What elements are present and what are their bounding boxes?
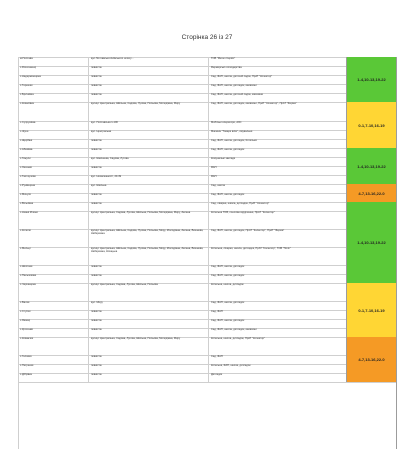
- settlement-cell: с.Лесенки: [20, 166, 32, 169]
- objects-cell: Комунальні заклади: [208, 157, 349, 166]
- objects-cell: Котельня, лікарня, школа, дитсадок, ПрАТ "Колектор", ТОВ "Поліг": [208, 247, 349, 265]
- objects-cell: ФАП: [208, 166, 349, 175]
- schedule-block: 1-4,10-13,19-22: [346, 202, 396, 283]
- objects-cell: Котельня ТОВ, поштове відділення, ПрАТ "Колектор": [208, 211, 349, 229]
- objects-cell: Котельня, школа, дитсадок: [208, 283, 349, 301]
- settlement-cell: с.Мильці: [20, 247, 31, 250]
- objects-cell: Сад, ФАП, школа, дитсадок: [208, 148, 349, 157]
- settlement-cell: с.Валки: [20, 301, 30, 304]
- objects-cell: Сад, ФАП, школа, дитсадок, Котельня: [208, 139, 349, 148]
- streets-cell: повністю: [88, 93, 211, 102]
- streets-cell: повністю: [88, 148, 211, 157]
- objects-cell: Сад, ФАП, школа, дитсадок: [208, 265, 349, 274]
- table-row: [18, 247, 396, 266]
- objects-cell: Сад, ФАП, школа, дитячий садок, магазини: [208, 93, 349, 102]
- settlement-cell: с.Черкащина: [20, 283, 36, 286]
- objects-cell: Сад, ФАП, школа, дитсадок: [208, 301, 349, 310]
- schedule-block: 0-1,7-10,16-19: [346, 283, 396, 337]
- schedule-block: 4-7,13-16,22-0: [346, 337, 396, 382]
- settlement-cell: с.Головач: [20, 355, 32, 358]
- settlement-cell: с.Абазівка: [20, 148, 33, 151]
- settlement-cell: с.Петренки: [20, 364, 34, 367]
- settlement-cell: с.Тахтаулове: [20, 175, 36, 178]
- objects-cell: Котельня, школа, дитсадок, ПрАТ "Колектор": [208, 337, 349, 355]
- settlement-cell: с.Мачухи: [20, 193, 31, 196]
- streets-cell: повністю: [88, 364, 211, 373]
- objects-cell: Магазин "Товари всім", лікувальня: [208, 130, 349, 139]
- settlement-cell: с.Жуки: [20, 130, 29, 133]
- streets-cell: повністю: [88, 66, 211, 75]
- streets-cell: вул. Шевченка, Садова, Лугова: [88, 157, 211, 166]
- objects-cell: ФАП: [208, 175, 349, 184]
- settlement-cell: с.Пальчикове: [20, 274, 37, 277]
- streets-cell: повністю: [88, 75, 211, 84]
- schedule-block: 0-1,7-10,16-19: [346, 102, 396, 148]
- table-row: [18, 102, 396, 122]
- streets-cell: повністю: [88, 193, 211, 202]
- objects-cell: Сад, ФАП: [208, 355, 349, 364]
- settlement-cell: с.Супрунівка: [20, 121, 36, 124]
- streets-cell: вул. Шкільна: [88, 184, 211, 193]
- settlement-cell: с.Шостаки: [20, 265, 33, 268]
- streets-cell: повністю: [88, 166, 211, 175]
- objects-cell: Сад, ФАП, школа, дитсадок, магазини: [208, 328, 349, 337]
- settlement-cell: с.Розсошенці: [20, 66, 36, 69]
- table-row: [18, 373, 396, 383]
- page-number: Сторінка 26 із 27: [181, 34, 233, 41]
- streets-cell: вулиці: Центральна, Садова, Лугова, Шкільна, Польова, Молодіжна, Миру: [88, 337, 211, 355]
- streets-cell: повністю: [88, 84, 211, 93]
- settlement-cell: с.Кованчик: [20, 337, 34, 340]
- streets-cell: вулиці: Центральна, Шкільна, Садова, Лугова, Польова, Миру, Молодіжна, Зелена, Вишнева, Набережна, Козацька: [88, 247, 211, 265]
- streets-cell: повністю: [88, 328, 211, 337]
- table-row: [18, 283, 396, 302]
- streets-cell: повністю: [88, 310, 211, 319]
- streets-cell: повністю: [88, 274, 211, 283]
- objects-cell: Сад, лікарня, школа, дитсадок, ПрАТ "Колектор": [208, 202, 349, 211]
- table-right-border: [396, 57, 397, 449]
- objects-cell: Котельня, ФАП, школа, дитсадок: [208, 364, 349, 373]
- objects-cell: Мобільні оператори, АЗС: [208, 121, 349, 130]
- streets-cell: повністю: [88, 202, 211, 211]
- settlement-cell: с.Нижні Млини: [20, 211, 38, 214]
- streets-cell: повністю: [88, 139, 211, 148]
- objects-cell: ТОВ "Метал Сервіс": [208, 57, 349, 66]
- objects-cell: Сад, ФАП, школа, дитячий садок, ПрАТ "Колектор": [208, 75, 349, 84]
- streets-cell: вул.Полтавсько-Київського шляху…: [88, 57, 211, 66]
- settlement-cell: с.Гожули: [20, 157, 31, 160]
- objects-cell: Фермерські господарства: [208, 66, 349, 75]
- objects-cell: Сад, ФАП, школа, дитсадок: [208, 274, 349, 283]
- objects-cell: Сад, ФАП, школа, дитсадок: [208, 193, 349, 202]
- streets-cell: повністю: [88, 355, 211, 364]
- settlement-cell: с.Ступки: [20, 310, 31, 313]
- settlement-cell: с.Кротенки: [20, 328, 33, 331]
- streets-cell: повністю: [88, 319, 211, 328]
- table-row: [18, 337, 396, 356]
- objects-cell: Сад, ФАП, школа, дитсадок, магазини, ПрАТ "Колектор", ПрАТ "Ферма": [208, 102, 349, 121]
- objects-cell: Сад, ФАП: [208, 310, 349, 319]
- streets-cell: вул. Центральна: [88, 130, 211, 139]
- schedule-block: 4-7,13-16,22-0: [346, 184, 396, 202]
- streets-cell: вулиці: Центральна, Шкільна, Садова, Лугова, Польова, Миру, Молодіжна, Зелена, Вишнева, Набережна: [88, 229, 211, 247]
- objects-cell: Дитсадок: [208, 373, 349, 382]
- objects-cell: Сад, школа: [208, 184, 349, 193]
- settlement-cell: с.Щербані: [20, 139, 33, 142]
- settlement-cell: с.Терешки: [20, 84, 33, 87]
- settlement-cell: с.Яковці: [20, 319, 30, 322]
- settlement-cell: с.Бричківка: [20, 93, 34, 96]
- table-row: [18, 211, 396, 230]
- objects-cell: Сад, ФАП, школа, дитсадок, ПрАТ "Колектор", ПрАТ "Ферма": [208, 229, 349, 247]
- schedule-block: 1-4,10-13,19-22: [346, 57, 396, 102]
- streets-cell: вулиці: Центральна, Садова, Лугова, Шкільна, Польова, Молодіжна, Миру, Зелена: [88, 211, 211, 229]
- streets-cell: вул. Незалежності, 20-39: [88, 175, 211, 184]
- streets-cell: вул. Полтавська 1-100: [88, 121, 211, 130]
- settlement-cell: с.Надержинщина: [20, 75, 41, 78]
- settlement-cell: м.Полтава: [20, 57, 33, 60]
- objects-cell: Сад, ФАП, школа, дитсадок, магазини: [208, 84, 349, 93]
- objects-cell: Сад, ФАП, школа, дитсадок: [208, 319, 349, 328]
- streets-cell: повністю: [88, 265, 211, 274]
- settlement-cell: с.Вільхівка: [20, 202, 34, 205]
- settlement-cell: с.Копили: [20, 229, 31, 232]
- schedule-block: 1-4,10-13,19-22: [346, 148, 396, 184]
- settlement-cell: с.Рунівщина: [20, 184, 35, 187]
- streets-cell: вул. Миру: [88, 301, 211, 310]
- settlement-cell: с.Дібрівка: [20, 373, 32, 376]
- streets-cell: вулиці: Центральна, Садова, Лугова, Шкільна, Польова: [88, 283, 211, 301]
- streets-cell: повністю: [88, 373, 211, 382]
- page-header: [0, 0, 414, 48]
- streets-cell: вулиці: Центральна, Шкільна, Садова, Лугова, Польова, Молодіжна, Миру: [88, 102, 211, 121]
- settlement-cell: с.Ковалівка: [20, 102, 34, 105]
- table-row: [18, 229, 396, 248]
